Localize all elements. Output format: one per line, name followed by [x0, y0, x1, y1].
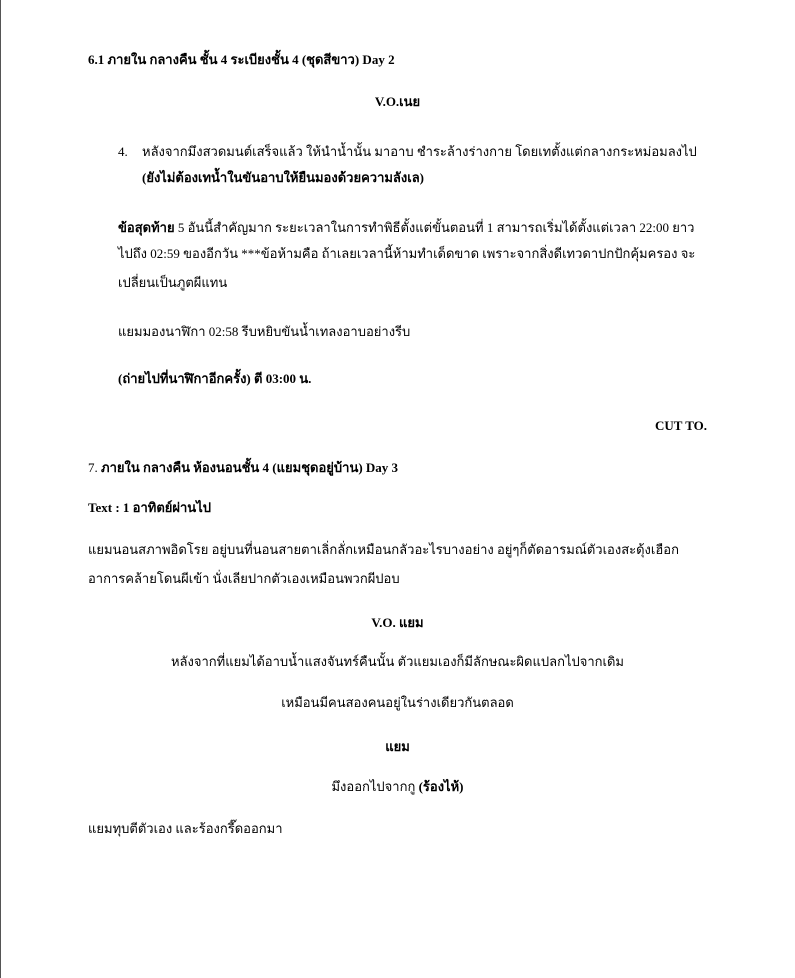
- scene-heading-text: ภายใน กลางคืน ห้องนอนชั้น 4 (แยมชุดอยู่บ้าน) Day 3: [97, 460, 399, 475]
- rule-text: 5 อันนี้สำคัญมาก ระยะเวลาในการทำพิธีตั้งแต่ขั้นตอนที่ 1 สามารถเริ่มได้ตั้งแต่เวลา 22:00 ยาว: [174, 220, 695, 235]
- scene-number: 7.: [88, 460, 98, 475]
- scene-heading-7: [88, 459, 398, 477]
- character-name: แยม: [385, 739, 410, 754]
- voice-over-label: V.O.เนย: [374, 94, 421, 109]
- rule-paragraph-line-3: เปลี่ยนเป็นภูตผีแทน: [118, 275, 228, 290]
- action-line: แยมมองนาฬิกา 02:58 รีบหยิบขันน้ำเทลงอาบอย่างรีบ: [118, 324, 411, 339]
- list-item-text-bold: (ยังไม่ต้องเทน้ำในขันอาบให้ยืนมองด้วยความลังเล): [142, 170, 424, 185]
- scene-heading: 6.1 ภายใน กลางคืน ชั้น 4 ระเบียงชั้น 4 (ชุดสีขาว) Day 2: [88, 52, 395, 67]
- action-line-2: อาการคล้ายโดนผีเข้า นั่งเลียปากตัวเองเหมือนพวกผีปอบ: [88, 571, 400, 586]
- rule-label: ข้อสุดท้าย: [118, 220, 175, 235]
- parenthetical: (ร้องไห้): [418, 779, 464, 794]
- final-action-line: แยมทุบตีตัวเอง และร้องกรี๊ดออกมา: [88, 821, 283, 836]
- list-item-text: หลังจากมึงสวดมนต์เสร็จแล้ว ให้นำน้ำนั้น มาอาบ ชำระล้างร่างกาย โดยเทตั้งแต่กลางกระหม่อมลงไป: [142, 144, 697, 159]
- page-edge: [0, 0, 1, 978]
- text-title-card: Text : 1 อาทิตย์ผ่านไป: [88, 500, 211, 515]
- camera-direction: (ถ่ายไปที่นาฬิกาอีกครั้ง) ตี 03:00 น.: [118, 371, 312, 386]
- voice-over-line-2: เหมือนมีคนสองคนอยู่ในร่างเดียวกันตลอด: [281, 695, 514, 710]
- dialogue-line: [0, 778, 795, 796]
- action-line-1: แยมนอนสภาพอิดโรย อยู่บนที่นอนสายตาเลิ่กลั่กเหมือนกลัวอะไรบางอย่าง อยู่ๆก็ตัดอารมณ์ตัวเองสะดุ้งเฮือก: [88, 542, 679, 557]
- rule-paragraph-line-2: ไปถึง 02:59 ของอีกวัน ***ข้อห้ามคือ ถ้าเลยเวลานี้ห้ามทำเด็ดขาด เพราะจากสิ่งดีเทวดาปกปักคุ้มครอง จะ: [118, 246, 696, 261]
- voice-over-label-2: V.O. แยม: [371, 615, 424, 630]
- transition-cut-to: CUT TO.: [654, 418, 707, 433]
- list-item-number: 4.: [118, 144, 128, 159]
- rule-paragraph-line: [118, 219, 694, 237]
- dialogue-text: มึงออกไปจากกู: [331, 779, 419, 794]
- voice-over-line-1: หลังจากที่แยมได้อาบน้ำแสงจันทร์คืนนั้น ตัวแยมเองก็มีลักษณะผิดแปลกไปจากเดิม: [170, 654, 624, 669]
